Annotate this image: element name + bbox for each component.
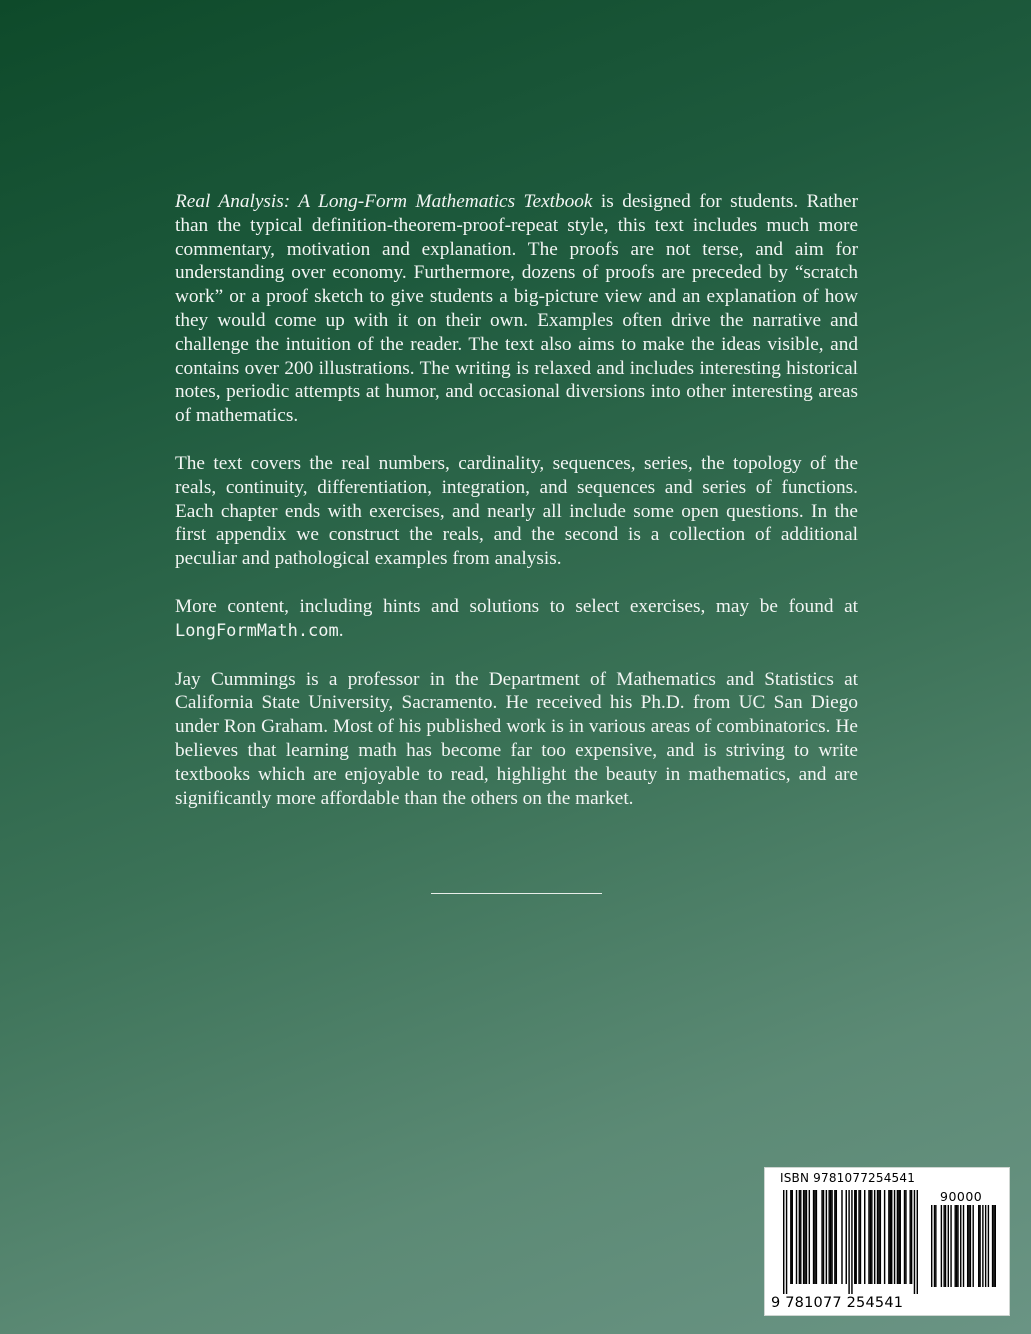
barcode-bar [836,1190,837,1284]
barcode-bar [894,1190,895,1284]
barcode-bar [982,1205,983,1287]
barcode-bar [792,1190,793,1284]
barcode-bar [905,1190,906,1284]
barcode-bar [860,1190,861,1284]
ean13-bars [783,1190,918,1294]
back-cover-description [175,190,858,834]
barcode-bar [868,1190,869,1284]
isbn-digits-right: 254541 [846,1295,904,1311]
author-bio: Jay Cummings is a professor in the Department of Mathematics and Statistics at California State University, Sacramento. He received his Ph.D. from UC San Diego under Ron Graham. Most of his published work is in various areas of combinatorics. He believes that learning math has become far too expensive, and is striving to write textbooks which are enjoyable to read, highlight the beauty in mathematics, and are significantly more affordable than the others on the market. [175,668,858,809]
barcode-bar [855,1190,856,1284]
barcode-bar [828,1190,829,1284]
barcode-bar [950,1205,951,1287]
description-paragraph-2: The text covers the real numbers, cardinality, sequences, series, the topology of the reals, continuity, differentiation, integration, and sequences and series of functions. Each chapter ends with exercises, and nearly all include some open questions. In the first appendix we construct the reals, and the second is a collection of additional peculiar and pathological examples from analysis. [175,452,858,570]
barcode-bar [854,1190,855,1284]
barcode-bar [967,1205,968,1287]
barcode-bar [957,1205,958,1287]
barcode-bar [934,1205,935,1287]
barcode-bar [848,1190,849,1294]
barcode-bar [800,1190,801,1284]
barcode-bar [992,1205,993,1287]
barcode-bar [978,1205,979,1287]
barcode-bar [851,1190,852,1294]
barcode-bar [993,1205,994,1287]
barcode-bar [979,1205,980,1287]
section-divider [431,893,602,894]
barcode-bar [834,1190,835,1284]
description-paragraph-1 [175,190,858,428]
barcode-bar [809,1190,810,1284]
barcode-bar [804,1190,805,1284]
barcode-bar [970,1205,971,1287]
barcode-bar [858,1190,859,1284]
description-paragraph-3 [175,595,858,644]
description-paragraph-1-text: is designed for students. Rather than the typical definition-theorem-proof-repeat style, this text includes much more commentary, motivation and explanation. The proofs are not terse, and aim for understanding over economy. Furthermore, dozens of proofs are preceded by “scratch work” or a proof sketch to give students a big-picture view and an explanation of how they would come up with it on their own. Examples often drive the narrative and challenge the intuition of the reader. The text also aims to make the ideas visible, and contains over 200 illustrations. The writing is relaxed and includes interesting historical notes, periodic attempts at humor, and occasional diversions into other interesting areas of mathematics. [175,191,858,427]
isbn-digit-lead: 9 [771,1295,781,1311]
barcode-bar [900,1190,901,1284]
description-paragraph-3-end: . [338,619,344,641]
barcode-bar [871,1190,872,1284]
description-paragraph-3-text: More content, including hints and solutions to select exercises, may be found at [175,595,858,617]
book-title-italic: Real Analysis: A Long-Form Mathematics Textbook [175,191,593,212]
barcode-bar [816,1190,817,1284]
barcode-bar [786,1190,787,1294]
barcode-bar [941,1205,942,1287]
barcode-bar [948,1205,949,1287]
barcode-bar [831,1190,832,1284]
barcode-bar [985,1205,986,1287]
barcode-bar [841,1190,842,1284]
barcode-bar [968,1205,969,1287]
barcode-bar [904,1190,905,1284]
price-code: 90000 [940,1189,983,1204]
barcode-bar [870,1190,871,1284]
barcode-bar [891,1190,892,1284]
barcode-bar [890,1190,891,1284]
barcode-bar [830,1190,831,1284]
barcode-bar [955,1205,956,1287]
barcode-bar [821,1190,822,1284]
price-addon-bars [931,1205,996,1297]
isbn-barcode [764,1167,1010,1316]
isbn-label: ISBN 9781077254541 [780,1171,916,1185]
barcode-bar [956,1205,957,1287]
barcode-bar [878,1190,879,1284]
barcode-bar [897,1190,898,1284]
barcode-bar [799,1190,800,1284]
barcode-bar [864,1190,865,1284]
website-link[interactable]: LongFormMath.com [175,620,339,641]
barcode-bar [813,1190,814,1284]
barcode-bar [931,1205,932,1287]
barcode-bar [783,1190,784,1294]
barcode-bar [888,1190,889,1284]
barcode-bar [988,1205,989,1287]
barcode-bar [790,1190,791,1284]
barcode-bar [884,1190,885,1284]
barcode-bar [945,1205,946,1287]
barcode-bar [874,1190,875,1284]
barcode-bar [914,1190,915,1294]
barcode-bar [995,1205,996,1287]
barcode-bar [823,1190,824,1284]
barcode-bar [960,1205,961,1287]
barcode-bar [796,1190,797,1284]
barcode-bar [943,1205,944,1287]
isbn-digits-left: 781077 [785,1295,842,1311]
barcode-bar [803,1190,804,1284]
barcode-bar [898,1190,899,1284]
barcode-bar [877,1190,878,1284]
barcode-bar [972,1205,973,1287]
barcode-bar [806,1190,807,1284]
barcode-bar [911,1190,912,1284]
barcode-bar [963,1205,964,1287]
barcode-bar [814,1190,815,1284]
isbn-digits [771,1295,903,1311]
barcode-bar [826,1190,827,1284]
barcode-bar [917,1190,918,1294]
barcode-bar [935,1205,936,1287]
barcode-bar [880,1190,881,1284]
barcode-bar [909,1190,910,1284]
barcode-bar [846,1190,847,1284]
